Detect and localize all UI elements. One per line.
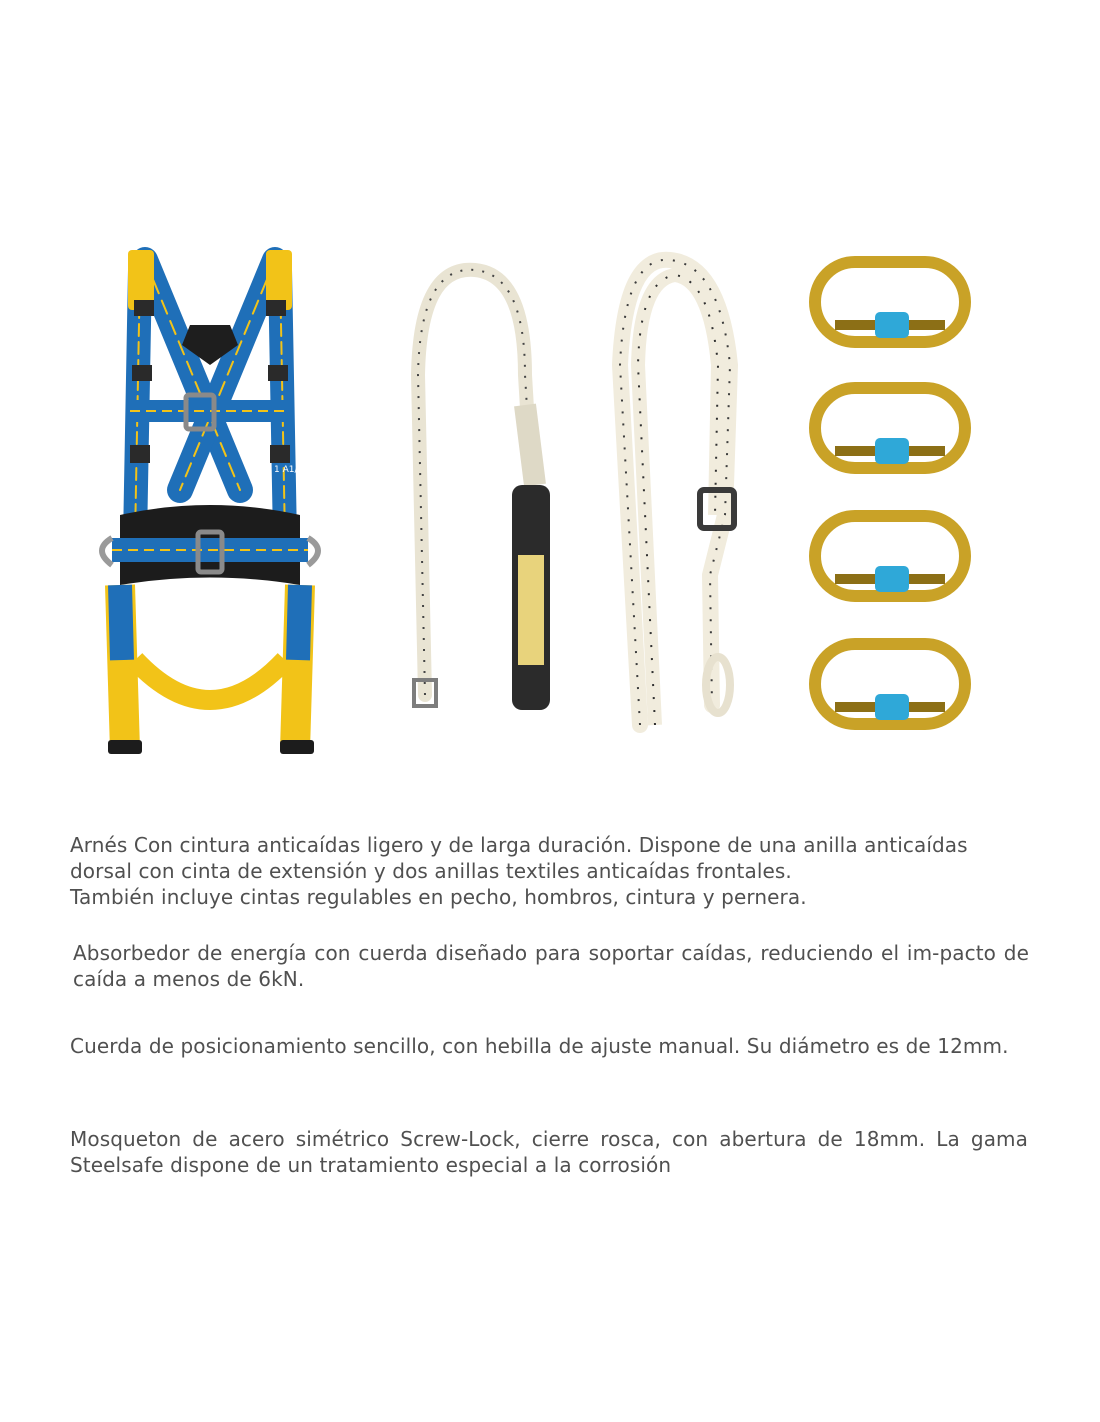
harness-image — [90, 240, 330, 770]
carabiner-image — [805, 252, 975, 352]
carabiner-image — [805, 634, 975, 734]
carabiner-description: Mosqueton de acero simétrico Screw-Lock, cierre rosca, con abertura de 18mm. La gama Steelsafe dispone de un tratamiento especial a la corrosión — [70, 1127, 1028, 1177]
harness-description-line-3: También incluye cintas regulables en pecho, hombros, cintura y pernera. — [70, 885, 807, 909]
absorber-description: Absorbedor de energía con cuerda diseñado para soportar caídas, reduciendo el im-pacto de caída a menos de 6kN. — [73, 941, 1029, 991]
harness-tag: 1 A1/2 — [274, 465, 304, 475]
harness-description-line-1: Arnés Con cintura anticaídas ligero y de larga duración. Dispone de una anilla anticaídas — [70, 833, 968, 857]
rope-description: Cuerda de posicionamiento sencillo, con hebilla de ajuste manual. Su diámetro es de 12mm. — [70, 1034, 1009, 1058]
positioning-rope-image — [600, 245, 760, 745]
carabiner-image — [805, 506, 975, 606]
carabiner-image — [805, 378, 975, 478]
energy-absorber-lanyard-image — [400, 255, 570, 735]
harness-description-line-2: dorsal con cinta de extensión y dos anillas textiles anticaídas frontales. — [70, 859, 792, 883]
harness-description — [70, 832, 1028, 910]
